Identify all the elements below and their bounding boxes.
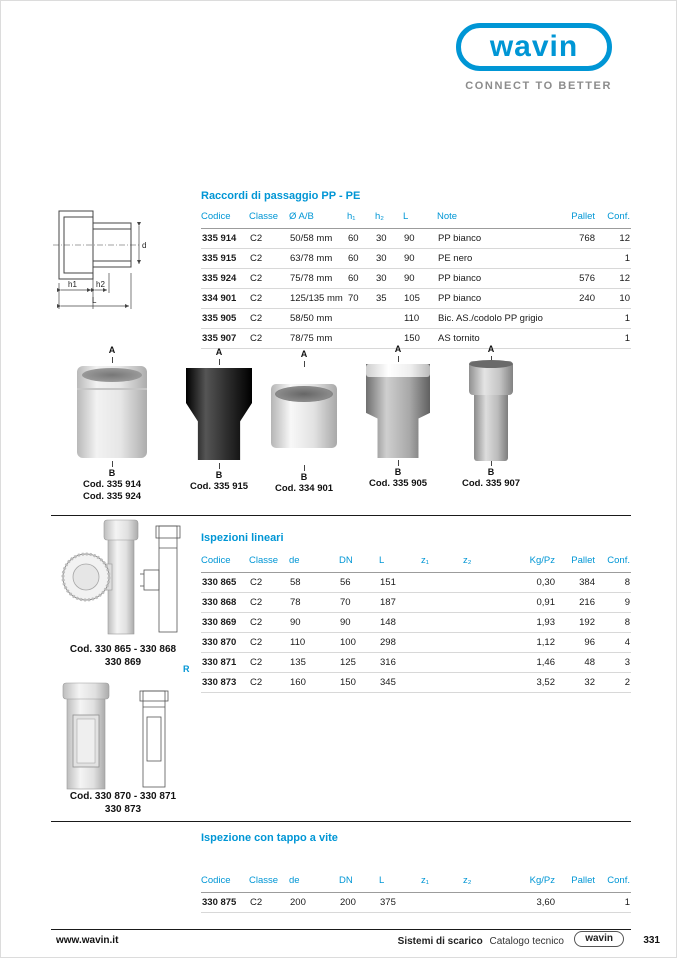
figure-caption-line: Cod. 330 870 - 330 871 (69, 791, 177, 802)
column-header: de (289, 873, 339, 893)
column-header: L (379, 873, 421, 893)
dimension-label-a: A (487, 344, 495, 354)
table-row (201, 613, 631, 633)
product-figure-335905 (357, 344, 439, 490)
table-cell (463, 633, 511, 653)
table-cell: 58 (289, 573, 339, 593)
table-row (201, 289, 631, 309)
table-cell: 100 (339, 633, 379, 653)
table-cell: 125/135 mm (289, 289, 347, 309)
column-header: L (379, 553, 421, 573)
table-cell: 1 (596, 329, 631, 349)
table-cell: 60 (347, 269, 375, 289)
table-cell: 148 (379, 613, 421, 633)
table-cell: 1 (596, 893, 631, 913)
table-cell (463, 613, 511, 633)
table-cell: 4 (596, 633, 631, 653)
table-row (201, 593, 631, 613)
table-cell: 30 (375, 269, 403, 289)
table-cell: 576 (551, 269, 596, 289)
column-header: de (289, 553, 339, 573)
pointer-line (112, 461, 113, 467)
table-row (201, 229, 631, 249)
table-cell: 60 (347, 229, 375, 249)
table-cell: 330 869 (201, 613, 249, 633)
table-cell: 8 (596, 613, 631, 633)
column-header: Pallet (551, 209, 596, 229)
inspection-fitting-photo-870 (51, 681, 191, 793)
product-figure-335915 (179, 347, 259, 493)
section-divider (51, 515, 631, 516)
table-cell: 160 (289, 673, 339, 693)
column-header: Classe (249, 873, 289, 893)
table-cell: C2 (249, 329, 289, 349)
table-cell: 110 (289, 633, 339, 653)
brand-tagline: CONNECT TO BETTER (465, 80, 612, 92)
table-cell: 96 (556, 633, 596, 653)
table-row (201, 309, 631, 329)
dimension-label-b: B (487, 467, 495, 477)
footer-website-link[interactable]: www.wavin.it (56, 935, 119, 946)
footer-series-bold: Sistemi di scarico (397, 936, 483, 947)
table-cell: 0,91 (511, 593, 556, 613)
table-cell (463, 593, 511, 613)
page-number: 331 (643, 935, 660, 946)
reducer-technical-drawing (49, 197, 149, 335)
figure-caption-line: Cod. 330 865 - 330 868 (69, 644, 177, 655)
table-cell: C2 (249, 289, 289, 309)
table-cell (347, 309, 375, 329)
table-cell: PP bianco (437, 229, 551, 249)
dimension-label-b: B (394, 467, 402, 477)
column-header: h₂ (375, 209, 403, 229)
pointer-line (219, 463, 220, 469)
product-figure-334901 (265, 349, 343, 495)
table-cell: 70 (339, 593, 379, 613)
table-row (201, 653, 631, 673)
footer-wavin-logo-text: wavin (585, 933, 613, 944)
table-cell: C2 (249, 653, 289, 673)
table-cell: 30 (375, 229, 403, 249)
table-cell: C2 (249, 613, 289, 633)
pointer-line (219, 359, 220, 365)
table-cell: 298 (379, 633, 421, 653)
table-cell: 30 (375, 249, 403, 269)
table-cell: 32 (556, 673, 596, 693)
table-cell: Bic. AS./codolo PP grigio (437, 309, 551, 329)
table-cell: 345 (379, 673, 421, 693)
table-cell: 1,12 (511, 633, 556, 653)
section-divider (51, 821, 631, 822)
column-header: Codice (201, 553, 249, 573)
footer-divider (51, 929, 631, 930)
brand-block (456, 23, 612, 92)
dimension-label-b: B (215, 470, 223, 480)
table-cell: 90 (403, 269, 437, 289)
column-header: DN (339, 873, 379, 893)
product-code: Cod. 335 924 (82, 491, 142, 502)
table-cell: 78 (289, 593, 339, 613)
table-cell: C2 (249, 633, 289, 653)
table-cell: PP bianco (437, 269, 551, 289)
pointer-line (398, 356, 399, 362)
table-cell: 75/78 mm (289, 269, 347, 289)
table-cell: 187 (379, 593, 421, 613)
table-cell: 70 (347, 289, 375, 309)
inspection-fitting-photo-865 (56, 518, 196, 640)
table-cell (421, 613, 463, 633)
table-cell: 330 865 (201, 573, 249, 593)
column-header: DN (339, 553, 379, 573)
table-cell: 3,52 (511, 673, 556, 693)
table-cell: 375 (379, 893, 421, 913)
table-row (201, 893, 631, 913)
table-cell (421, 653, 463, 673)
table-cell: 216 (556, 593, 596, 613)
dimension-label-b: B (300, 472, 308, 482)
table-cell: 330 868 (201, 593, 249, 613)
product-photo-grey-adapter (366, 364, 430, 458)
table-cell: 334 901 (201, 289, 249, 309)
table-cell: 90 (403, 229, 437, 249)
table-cell: 335 907 (201, 329, 249, 349)
column-header: Kg/Pz (511, 873, 556, 893)
table-cell: C2 (249, 893, 289, 913)
table-cell: 240 (551, 289, 596, 309)
table-cell (421, 893, 463, 913)
product-photo-black-reducer (186, 368, 252, 460)
table-cell: 1 (596, 249, 631, 269)
table-cell: 105 (403, 289, 437, 309)
column-header: Conf. (596, 873, 631, 893)
column-header: Codice (201, 873, 249, 893)
table-cell (375, 309, 403, 329)
product-photo-white-adapter (271, 384, 337, 448)
footer-wavin-logo (574, 931, 624, 947)
dimension-label-b: B (108, 468, 116, 478)
table-cell: 330 870 (201, 633, 249, 653)
table-cell (421, 673, 463, 693)
wavin-logo-text: wavin (489, 30, 579, 63)
table-cell: C2 (249, 673, 289, 693)
product-code: Cod. 335 914 (82, 479, 142, 490)
table-cell (551, 329, 596, 349)
table-cell: 35 (375, 289, 403, 309)
table-cell (421, 593, 463, 613)
table-cell: 9 (596, 593, 631, 613)
table-cell (551, 249, 596, 269)
table-cell (421, 633, 463, 653)
table-cell: 10 (596, 289, 631, 309)
table-cell: 60 (347, 249, 375, 269)
pointer-line (398, 460, 399, 466)
dimension-label-a: A (108, 345, 116, 355)
section-title-ispezioni: Ispezioni lineari (201, 532, 284, 544)
pointer-line (112, 357, 113, 363)
table-cell: 1,46 (511, 653, 556, 673)
table-cell: 384 (556, 573, 596, 593)
table-cell: C2 (249, 229, 289, 249)
table-cell: 90 (289, 613, 339, 633)
table-cell: 335 905 (201, 309, 249, 329)
table-cell: 110 (403, 309, 437, 329)
note-r-mark: R (183, 664, 190, 674)
table-cell (463, 893, 511, 913)
product-code: Cod. 335 915 (189, 481, 249, 492)
dimension-label-a: A (215, 347, 223, 357)
table-cell: 192 (556, 613, 596, 633)
figure-caption-870 (43, 790, 203, 816)
table-cell (421, 573, 463, 593)
table-cell: 316 (379, 653, 421, 673)
product-code: Cod. 335 907 (461, 478, 521, 489)
table-cell: 50/58 mm (289, 229, 347, 249)
table-cell: 58/50 mm (289, 309, 347, 329)
column-header: Kg/Pz (511, 553, 556, 573)
product-figure-335914-924 (69, 345, 155, 503)
table-cell: 78/75 mm (289, 329, 347, 349)
table-cell: 125 (339, 653, 379, 673)
product-figure-335907 (451, 344, 531, 490)
table-cell: C2 (249, 309, 289, 329)
table-cell: 8 (596, 573, 631, 593)
table-cell: 330 871 (201, 653, 249, 673)
table-cell: 150 (403, 329, 437, 349)
section-title-tappo: Ispezione con tappo a vite (201, 832, 338, 844)
table-cell: 0,30 (511, 573, 556, 593)
table-cell: 3,60 (511, 893, 556, 913)
column-header: Conf. (596, 209, 631, 229)
figure-caption-865 (43, 643, 203, 669)
column-header: Classe (249, 553, 289, 573)
product-code: Cod. 335 905 (368, 478, 428, 489)
table-cell: 151 (379, 573, 421, 593)
dim-label-L: L (92, 296, 97, 305)
table-row (201, 573, 631, 593)
table-cell: C2 (249, 593, 289, 613)
column-header: Pallet (556, 873, 596, 893)
column-header: z₂ (463, 873, 511, 893)
table-cell: 48 (556, 653, 596, 673)
column-header: z₁ (421, 553, 463, 573)
product-photo-grey-pipe (474, 361, 508, 461)
table-cell: 3 (596, 653, 631, 673)
footer-series-normal: Catalogo tecnico (489, 936, 564, 947)
table-row (201, 673, 631, 693)
section-title-raccordi: Raccordi di passaggio PP - PE (201, 190, 361, 202)
table-cell: 1 (596, 309, 631, 329)
table-cell: 63/78 mm (289, 249, 347, 269)
raccordi-table (201, 209, 631, 349)
table-cell: PP bianco (437, 289, 551, 309)
table-cell: 330 875 (201, 893, 249, 913)
table-cell (463, 573, 511, 593)
table-row (201, 269, 631, 289)
table-cell (551, 309, 596, 329)
table-cell: PE nero (437, 249, 551, 269)
column-header: z₂ (463, 553, 511, 573)
column-header: Conf. (596, 553, 631, 573)
table-cell: 150 (339, 673, 379, 693)
product-code: Cod. 334 901 (274, 483, 334, 494)
column-header: Ø A/B (289, 209, 347, 229)
table-cell: 1,93 (511, 613, 556, 633)
column-header: L (403, 209, 437, 229)
column-header: z₁ (421, 873, 463, 893)
column-header: Pallet (556, 553, 596, 573)
table-cell (463, 653, 511, 673)
table-cell: C2 (249, 573, 289, 593)
wavin-logo (456, 23, 612, 71)
table-cell (463, 673, 511, 693)
pointer-line (304, 465, 305, 471)
ispezioni-table (201, 553, 631, 693)
table-cell: 335 915 (201, 249, 249, 269)
dim-label-d: d (142, 241, 147, 250)
table-cell: 12 (596, 269, 631, 289)
dimension-label-a: A (300, 349, 308, 359)
table-cell: C2 (249, 269, 289, 289)
table-cell: 330 873 (201, 673, 249, 693)
table-cell: C2 (249, 249, 289, 269)
table-cell: 135 (289, 653, 339, 673)
product-photo-white-coupler (77, 366, 147, 458)
table-cell: 90 (403, 249, 437, 269)
table-cell: 56 (339, 573, 379, 593)
column-header: Codice (201, 209, 249, 229)
column-header: Note (437, 209, 551, 229)
dim-label-h1: h1 (68, 280, 77, 289)
footer-series (398, 936, 564, 947)
table-row (201, 249, 631, 269)
table-cell: 12 (596, 229, 631, 249)
table-cell: 200 (289, 893, 339, 913)
table-cell: AS tornito (437, 329, 551, 349)
tappo-table (201, 873, 631, 913)
table-cell: 335 924 (201, 269, 249, 289)
figure-caption-line: 330 869 (104, 657, 142, 668)
dimension-label-a: A (394, 344, 402, 354)
table-cell: 768 (551, 229, 596, 249)
column-header: Classe (249, 209, 289, 229)
dim-label-h2: h2 (96, 280, 105, 289)
column-header: h₁ (347, 209, 375, 229)
table-cell (556, 893, 596, 913)
pointer-line (304, 361, 305, 367)
table-cell: 90 (339, 613, 379, 633)
table-cell: 2 (596, 673, 631, 693)
table-cell: 200 (339, 893, 379, 913)
table-cell: 335 914 (201, 229, 249, 249)
table-row (201, 633, 631, 653)
figure-caption-line: 330 873 (104, 804, 142, 815)
